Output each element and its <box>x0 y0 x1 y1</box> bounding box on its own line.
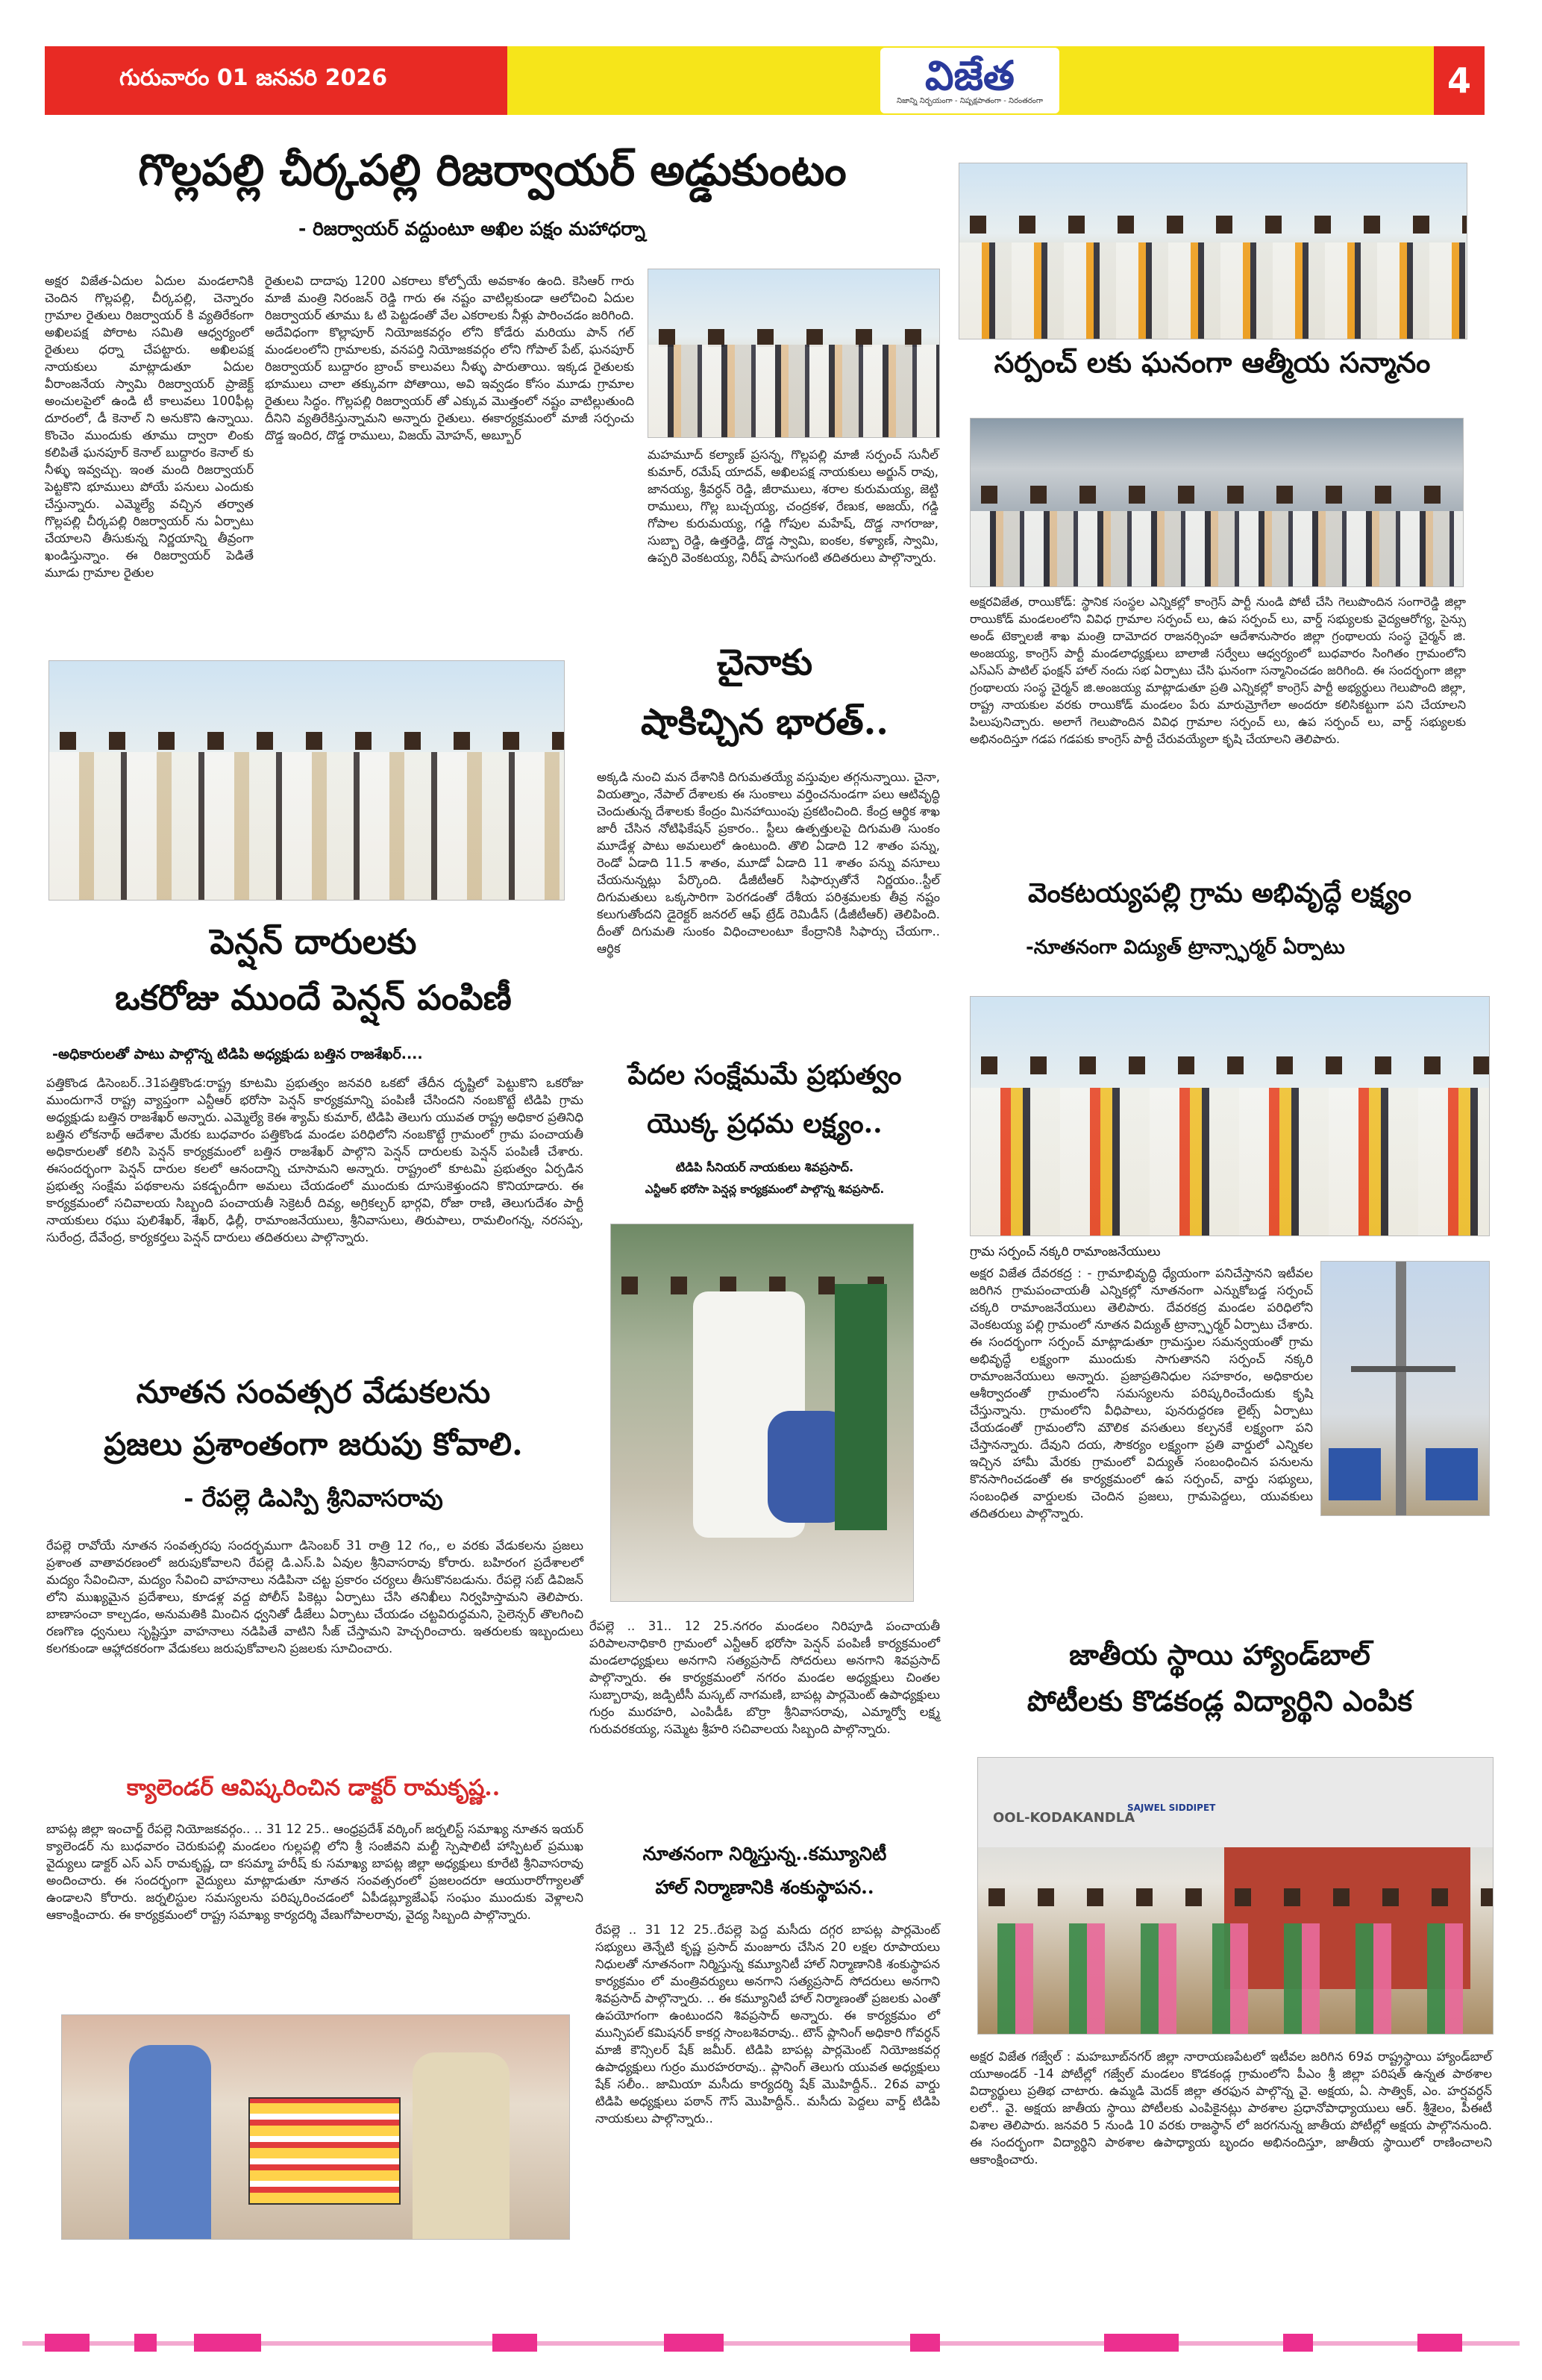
pension-headline-1: పెన్షన్ దారులకు <box>210 921 417 962</box>
calendar-body: బాపట్ల జిల్లా ఇంచార్జ్ రేపల్లె నియోజకవర్గం.. .. 31 12 25.. ఆంధ్రప్రదేశ్ వర్కింగ్ జర్నలిస్ట్ సమాఖ్య నూతన ఇయర్ క్యాలెండర్ ను బుధవారం చెరుకుపల్లి మండలం గుల్లపల్లి లోని శ్రీ సంజీవని మల్టీ స్పెషాలిటీ హాస్పిటల్ ప్రముఖ వైద్యులు డాక్టర్ ఎస్ ఎస్ రామకృష్ణ, దా కసమ్మా హరీష్ కు సమాఖ్య బాపట్ల జిల్లా అధ్యక్షులు కూరేటి శ్రీనివాసరావు అందించారు. ఈ సందర్భంగా వైద్యులు మాట్లాడుతూ నూతన సంవత్సరంలో ప్రజలందరూ ఆయురారోగ్యాలతో ఉండాలని కోరారు. జర్నలిస్టుల సమస్యలను పరిష్కరించడంలో ఏపీడబ్ల్యూజేఎఫ్ సంఘం ముందుకు వెళ్లాలని ఆకాంక్షించారు. ఈ కార్యక్రమంలో రాష్ట్ర సమాఖ్య కార్యదర్శి వేణుగోపాలరావు, వైద్య సిబ్బంది పాల్గొన్నారు. <box>46 1822 583 1922</box>
newyear-headline-2: ప్రజలు ప్రశాంతంగా జరుపు కోవాలి. <box>104 1426 523 1462</box>
story1-col3: మహమూద్ కల్యాణ్ ప్రసన్న, గొల్లపల్లి మాజీ సర్పంచ్ సునీల్ కుమార్, రమేష్ యాదవ్, అఖిలపక్ష నాయకులు అర్జున్ రావు, జానయ్య, శ్రీవర్ధన్ రెడ్డి, జీరాములు, శరాల కురుమయ్య, జెట్టి రాములు, గొల్ల బుచ్చయ్య, చంద్రకళ, రేణుక, అజయ్, గడ్డి గోపాల కురుమయ్య, గడ్డి గోపుల మహేష్, దొడ్డ నాగరాజు, సుబ్బా రెడ్డి, ఉత్తరెడ్డి, దొడ్డ స్వామి, ఐంకల, కళ్యాణ్, స్వామి, ఉప్పరి వెంకటయ్య, నిరీష్ పాసుగంటి తదితరులు పాల్గొన్నారు. <box>648 448 938 565</box>
newyear-body: రేపల్లె రావోయే నూతన సంవత్సరపు సందర్భముగా డిసెంబర్ 31 రాత్రి 12 గం,, ల వరకు వేడుకలను ప్రజలు ప్రశాంత వాతావరణంలో జరుపుకోవాలని రేపల్లె డి.ఎస్.పి ఏవుల శ్రీనివాసరావు కోరారు. బహిరంగ ప్రదేశాలలో మద్యం సేవించినా, మద్యం సేవించి వాహనాలు నడిపినా చట్ట ప్రకారం చర్యలు తీసుకొనబడును. రేపల్లె సబ్ డివిజన్ లోని ముఖ్యమైన ప్రదేశాలు, కూడళ్ల వద్ద పోలీస్ పికెట్లు ఏర్పాటు చేసి తనిఖీలు నిర్వహిస్తామని తెలిపారు. బాణాసంచా కాల్చడం, అనుమతికి మించిన ధ్వనితో డీజేలు ఏర్పాటు చేయడం చట్టవిరుద్ధమని, సైలెన్సర్ తొలగించి రణగొణ ధ్వనులు సృష్టిస్తూ వాహనాలు నడిపితే వాటిని సీజ్ చేస్తామని హెచ్చరించారు. ఇతరులకు ఇబ్బందులు కలగకుండా ఆహ్లాదకరంగా వేడుకలు జరుపుకోవాలని ప్రజలకు సూచించారు. <box>46 1538 583 1656</box>
calendar-headline: క్యాలెండర్ ఆవిష్కరించిన డాక్టర్ రామకృష్ణ.. <box>126 1775 501 1801</box>
handball-body: అక్షర విజేత గజ్వేల్ : మహబూబ్‌నగర్ జిల్లా నారాయణపేటలో ఇటీవల జరిగిన 69వ రాష్ట్రస్థాయి హ్యాండ్‌బాల్ యూఅండర్ -14 పోటీల్లో గజ్వేల్ మండలం కొడకండ్ల గ్రామంలోని పీఎం శ్రీ జిల్లా పరిషత్ ఉన్నత పాఠశాల విద్యార్థులు ప్రతిభ చాటారు. ఉమ్మడి మెదక్ జిల్లా తరఫున పాల్గొన్న వై. అక్షయ, ఏ. సాత్విక్, ఎం. హర్షవర్ధన్ లలో.. వై. అక్షయ జాతీయ స్థాయి పోటీలకు ఎంపికైనట్లు పాఠశాల ప్రధానోపాధ్యాయులు ఆర్. శ్రీశైలం, పీఈటీ విశాల తెలిపారు. జనవరి 5 నుండి 10 వరకు రాజస్థాన్ లో జరగనున్న జాతీయ పోటీల్లో అక్షయ పాల్గొననుంది. ఈ సందర్భంగా విద్యార్థిని పాఠశాల ఉపాధ్యాయ బృందం అభినందిస్తూ, జాతీయ స్థాయిలో రాణించాలని ఆకాంక్షించారు. <box>970 2049 1492 2167</box>
newspaper-logo <box>880 48 1059 113</box>
calendar-launch-photo <box>61 2014 570 2240</box>
pension-elder-photo <box>610 1224 914 1602</box>
transformer-photo <box>1320 1261 1490 1516</box>
china-headline-1: చైనాకు <box>716 642 813 683</box>
venkataiah-headline: వెంకటయ్యపల్లి గ్రామ అభివృద్ధే లక్ష్యం <box>1027 877 1412 909</box>
sarpanch-welcome-photo <box>970 996 1490 1236</box>
community-body: రేపల్లె .. 31 12 25..రేపల్లె పెద్ద మసీదు దగ్గర బాపట్ల పార్లమెంట్ సభ్యులు తెన్నేటి కృష్ణ ప్రసాద్ మంజూరు చేసిన 20 లక్షల రూపాయలు నిధులతో నూతనంగా నిర్మిస్తున్న కమ్యూనిటీ హాల్ నిర్మాణానికి శంకుస్థాపన కార్యక్రమం లో మంత్రివర్యులు అనగాని సత్యప్రసాద్ సోదరులు అనగాని శివప్రసాద్ పాల్గొన్నారు. .. ఈ కమ్యూనిటీ హాల్ నిర్మాణంతో ప్రజలకు ఎంతో ఉపయోగంగా ఉంటుందని శివప్రసాద్ అన్నారు. ఈ కార్యక్రమం లో మున్సిపల్ కమిషనర్ కాకర్ల సాంబశివరావు.. టౌన్ ప్లానింగ్ అధికారి గోవర్ధన్ మాజీ కౌన్సిలర్ షేక్ జమీర్. టిడిపి బాపట్ల పార్లమెంట్ నియోజకవర్గ ఉపాధ్యక్షులు గుర్రం మురహరరావు.. ప్లానింగ్ తెలుగు యువత అధ్యక్షులు షేక్ సలీం.. జామియా మసీదు కార్యదర్శి షేక్ మొహిద్దీన్.. 26వ వార్డు టిడిపి అధ్యక్షులు పఠాన్ గౌస్ మొహిద్దీన్.. మసీదు పెద్దలు వార్డ్ టిడిపి నాయకులు పాల్గొన్నారు.. <box>595 1923 940 2126</box>
china-headline-2: షాకిచ్చిన భారత్.. <box>641 701 888 743</box>
welfare-headline-1: పేదల సంక్షేమమే ప్రభుత్వం <box>627 1059 902 1091</box>
pension-subhead: -అధికారులతో పాటు పాల్గొన్న టిడిపి అధ్యక్షుడు బత్తిన రాజశేఖర్.... <box>52 1046 423 1062</box>
china-body: అక్కడి నుంచి మన దేశానికి దిగుమతయ్యే వస్తువుల తగ్గనున్నాయి. చైనా, వియత్నాం, నేపాల్ దేశాలకు ఈ సుంకాలు వర్తించనుండగా పలు ఆటివృద్ధి చెందుతున్న దేశాలకు కేంద్రం మినహాయింపు ప్రకటించింది. కేంద్ర ఆర్థిక శాఖ జారీ చేసిన నోటిఫికేషన్ ప్రకారం.. స్టీలు ఉత్పత్తులపై దిగుమతి సుంకం మూడేళ్ల పాటు అమలులో ఉంటుంది. తొలి ఏడాది 12 శాతం పన్ను, రెండో ఏడాది 11.5 శాతం, మూడో ఏడాది 11 శాతం పన్ను వసూలు చేయనున్నట్లు పేర్కొంది. డీజీటీఆర్ సిఫార్సుతోనే నిర్ణయం..స్టీల్ దిగుమతులు ఒక్కసారిగా పెరగడంతో దేశీయ పరిశ్రమలకు తీవ్ర నష్టం కలుగుతోందని డైరెక్టర్ జనరల్ ఆఫ్ ట్రేడ్ రెమిడీస్ (డీజీటీఆర్) తెలిపింది. దీంతో దిగుమతి సుంకం విధించాలంటూ కేంద్రానికి సిఫార్సు చేయగా.. ఆర్థిక <box>597 770 940 956</box>
pension-distribution-photo <box>48 660 565 901</box>
school-sign: OOL-KODAKANDLA <box>993 1810 1135 1826</box>
community-headline-2: హాల్ నిర్మాణానికి శంకుస్థాపన.. <box>655 1876 874 1898</box>
welfare-subhead-2: ఎన్టీఆర్ భరోసా పెన్షన్ల కార్యక్రమంలో పాల్గొన్న శివప్రసాద్. <box>645 1183 885 1196</box>
handball-headline-1: జాతీయ స్థాయి హ్యాండ్‌బాల్ <box>1069 1638 1370 1671</box>
logo-title: విజేత <box>925 51 1015 99</box>
venkataiah-body: అక్షర విజేత దేవరకద్ర : - గ్రామాభివృద్ధి ధ్యేయంగా పనిచేస్తానని ఇటీవల జరిగిన గ్రామపంచాయతీ ఎన్నికల్లో నూతనంగా ఎన్నుకోబడ్డ సర్పంచ్ చక్కరి రామాంజనేయులు తెలిపారు. దేవరకద్ర మండల పరిధిలోని వెంకటయ్య పల్లి గ్రామంలో నూతన విద్యుత్ ట్రాన్స్ఫార్మర్ ఏర్పాటు చేశారు. ఈ సందర్భంగా సర్పంచ్ మాట్లాడుతూ గ్రామస్తుల సమన్వయంతో గ్రామ అభివృద్ధే లక్ష్యంగా ముందుకు సాగుతానని సర్పంచ్ నక్కరి రామాంజనేయులు అన్నారు. ప్రజాప్రతినిధుల సహకారం, అధికారుల ఆశీర్వాదంతో గ్రామంలోని సమస్యలను పరిష్కరించేందుకు కృషి చేస్తున్నాను. గ్రామంలోని వీధిపాలు, పునరుద్దరణ లైట్స్ ఏర్పాటు చేయడంతో గ్రామంలోని మౌలిక వసతులు కల్పనకే లక్ష్యంగా పని చేస్తానన్నారు. దేవుని దయ, సౌకర్యం లక్ష్యంగా ప్రతి వార్డులో ఎన్నికల ఇచ్చిన హామీ మేరకు గ్రామంలో విద్యుత్ సంబంధించిన పనులను కొనసాగించడంతో ఈ కార్యక్రమంలో ఉప సర్పంచ్, వార్డు సభ్యులు, సంబంధిత వార్డులకు చెందిన ప్రజలు, గ్రామపెద్దలు, యువకులు తదితరులు పాల్గొన్నారు. <box>970 1266 1313 1521</box>
sarpanch-felicitation-photo <box>959 163 1467 339</box>
venkataiah-caption: గ్రామ సర్పంచ్ నక్కరి రామాంజనేయులు <box>970 1244 1161 1259</box>
community-headline-1: నూతనంగా నిర్మిస్తున్న..కమ్యూనిటీ <box>642 1843 887 1864</box>
welfare-body: రేపల్లె .. 31.. 12 25.నగరం మండలం నిరిపూడి పంచాయతీ పరిపాలనాధికారి గ్రామంలో ఎన్టీఆర్ భరోసా పెన్షన్ పంపిణీ కార్యక్రమంలో మండలాధ్యక్షులు అనగాని సత్యప్రసాద్ సోదరులు అనగాని శివప్రసాద్ పాల్గొన్నారు. ఈ కార్యక్రమంలో నగరం మండల అధ్యక్షులు చింతల సుబ్బారావు, జడ్పిటీసీ మస్కట్ నాగమణి, బాపట్ల పార్లమెంట్ ఉపాధ్యక్షులు గుర్రం మురహరి, ఎంపిడీఓ బొర్రా శ్రీనివాసరావు, ఎమ్మార్వో లక్ష్మ గురువరకయ్య, సమ్మెట శ్రీహరి సచివాలయ సిబ్బంది పాల్గొన్నారు. <box>589 1619 940 1736</box>
story1-headline: గొల్లపల్లి చీర్కపల్లి రిజర్వాయర్ అడ్డుకుంటం <box>138 145 847 195</box>
issue-date: గురువారం 01 జనవరి 2026 <box>45 46 507 115</box>
footer-decorative-strip <box>0 2328 1542 2358</box>
story1-col2: రైతులవి దాదాపు 1200 ఎకరాలు కోల్పోయే అవకాశం ఉంది. కెసిఆర్ గారు మాజీ మంత్రి నిరంజన్ రెడ్డి గారు ఈ నష్టం వాటిల్లకుండా ఆలోచించి ఏదుల రిజర్వాయర్ తూము ఓ టి పెట్టడంతో వేల ఎకరాలకు నీళ్లు పారించడం జరిగింది. అదేవిధంగా కొల్లాపూర్ నియోజకవర్గం లోని కోడేరు మరియు పాన్ గల్ మండలంలోని గ్రామాలకు, వనపర్తి నియోజకవర్గం లోని గోపాల్ పేట్, ఘనపూర్ రిజర్వాయర్ బుద్దారం బ్రాంచ్ కాలువలు నీళ్ళు పారుతాయి. ఇక్కడ రైతులకు భూములు చాలా తక్కువగా పోతాయి, అవి ఇవ్వడం కోసం మూడు గ్రామాల రైతులు సిద్ధం. గొల్లపల్లి రిజర్వాయర్ తో ఎక్కువ మొత్తంలో నష్టం వాటిల్లుతుంది దీనిని వ్యతిరేకిస్తున్నామని అన్నారు రైతులు. ఈకార్యక్రమంలో మాజీ సర్పంచు దొడ్డ ఇందిర, దొడ్డ రాములు, విజయ్ మోహన్, అబ్బూర్ <box>265 274 634 442</box>
sarpanch-headline: సర్పంచ్ లకు ఘనంగా ఆత్మీయ సన్మానం <box>994 345 1431 379</box>
pension-body: పత్తికొండ డిసెంబర్..31పత్తికొండ:రాష్ట్ర కూటమి ప్రభుత్వం జనవరి ఒకటో తేదీన దృష్టిలో పెట్టుకొని ఒకరోజు ముందుగానే రాష్ట్ర వ్యాప్తంగా ఎన్టీఆర్ భరోసా పెన్షన్ కార్యక్రమాన్ని పంపిణీ చేసిందని నంబకొట్టే టిడిపి గ్రామ అధ్యక్షుడు బత్తిన రాజశేఖర్ అన్నారు. ఎమ్మెల్యే కెఈ శ్యామ్ కుమార్, టిడిపి తెలుగు యువత రాష్ట్ర అధికార ప్రతినిధి బత్తిన లోకనాథ్ ఆదేశాల మేరకు బుధవారం పత్తికొండ మండల పరిధిలోని నంబకొట్టే గ్రామంలో గ్రామ పంచాయతీ అధికారులతో కలిసి పెన్షన్ కార్యక్రమంలో బత్తిన రాజశేఖర్ పాల్గొని పెన్షన్ దారులకు పెన్షన్ పంపిణీ చేశారు. ఈసందర్భంగా పెన్షన్ దారుల కలలో ఆనందాన్ని చూసామని అన్నారు. రాష్ట్రంలో కూటమి ప్రభుత్వం ఏర్పడిన ప్రభుత్వ సంక్షేమ పథకాలను పకడ్బందీగా అమలు చేయడంలో ముందుకు దూసుకెళ్తుందని కొనియాడారు. ఈ కార్యక్రమంలో సచివాలయ సిబ్బంది పంచాయతీ సెక్రెటరీ దివ్య, అగ్రికల్చర్ భార్గవి, రోజా రాణి, తెలుగుదేశం పార్టీ నాయకులు రఘు పులిశేఖర్, శేఖర్, ఢిల్లీ, రామాంజనేయులు, శ్రీనివాసులు, తిరుపాలు, రామలింగన్న, నరసప్ప, సురేంద్ర, దేవేంద్ర, కార్యకర్తలు పెన్షన్ దారులు తదితరులు పాల్గొన్నారు. <box>46 1076 583 1244</box>
story1-subhead: - రిజర్వాయర్ వద్దుంటూ అఖిల పక్షం మహాధర్నా <box>298 218 645 239</box>
masthead <box>45 46 1507 115</box>
story1-col1: అక్షర విజేత-ఏదుల ఏదుల మండలానికి చెందిన గొల్లపల్లి, చీర్కపల్లి, చెన్నారం గ్రామాల రైతులు రిజర్వాయర్ కి వ్యతిరేకంగా అఖిలపక్ష పోరాట సమితి ఆధ్వర్యంలో రైతులు ధర్నా చేపట్టారు. అఖిలపక్ష నాయకులు మాట్లాడుతూ ఏదుల వీరాంజనేయ స్వామి రిజర్వాయర్ ప్రాజెక్ట్ అంచులపైలో ఉండి టీ కాలువలు 100ఫీట్ల దూరంలో, డీ కెనాల్ ని అనుకొని ఉన్నాయి. కొంచెం ముందుకు తూము ద్వారా లింకు కలిపితే ఘనపూర్ కెనాల్ బుద్దారం కెనాల్ కు నీళ్ళు ఇవ్వచ్చు. ఇంత మంది రిజర్వాయర్ పెట్టకొని భూములు పోయే పనులు ఎందుకు చేస్తున్నారు. ఎమ్మెల్యే వచ్చిన తర్వాత గొల్లపల్లి చీర్కపల్లి రిజర్వాయర్ ను ఏర్పాటు చేయాలని తీసుకున్న నిర్ణయాన్ని తీవ్రంగా ఖండిస్తున్నాం. ఈ రిజర్వాయర్ పెడితే మూడు గ్రామాల రైతుల <box>45 274 254 580</box>
welfare-subhead-1: టిడిపి సీనియర్ నాయకులు శివప్రసాద్. <box>675 1160 854 1174</box>
pension-headline-2: ఒకరోజు ముందే పెన్షన్ పంపిణీ <box>115 977 512 1018</box>
newyear-subhead: - రేపల్లె డిఎస్పి శ్రీనివాసరావు <box>184 1484 443 1512</box>
page-number: 4 <box>1434 46 1485 115</box>
hall-event-photo <box>970 418 1464 587</box>
logo-tagline: నిజాన్ని నిర్భయంగా - నిష్పక్షపాతంగా - నిరంతరంగా <box>896 97 1044 105</box>
venkataiah-subhead: -నూతనంగా విద్యుత్ ట్రాన్స్ఫార్మర్ ఏర్పాటు <box>1026 936 1345 959</box>
sarpanch-body: అక్షరవిజేత, రాయికోడ్: స్థానిక సంస్థల ఎన్నికల్లో కాంగ్రెస్ పార్టీ నుండి పోటీ చేసి గెలుపొందిన సంగారెడ్డి జిల్లా రాయికోడ్ మండలంలోని వివిధ గ్రామాల సర్పంచ్ లు, ఉప సర్పంచ్ లు, వార్డ్ సభ్యులకు వైద్యఆరోగ్య, సైన్సు అండ్ టెక్నాలజీ శాఖ మంత్రి దామోదర రాజనర్సింహ ఆదేశానుసారం జిల్లా గ్రంథాలయ సంస్థ చైర్మన్ జి. అంజయ్య, కాంగ్రెస్ పార్టీ మండలాధ్యక్షులు బాలాజీ సర్వేలు ఆధ్వర్యంలో బుధవారం సింగితం గ్రామంలోని ఎస్ఎస్ పాటిల్ ఫంక్షన్ హాల్ నందు సభ ఏర్పాటు చేసి ఘనంగా సన్మానించడం జరిగింది. ఈ సందర్భంగా జిల్లా గ్రంథాలయ సంస్థ చైర్మన్ జి.అంజయ్య మాట్లాడుతూ ప్రతి ఎన్నికల్లో కాంగ్రెస్ పార్టీ అభ్యర్థులు గెలుపొంది జిల్లా, రాష్ట్ర నాయకుల వరకు రాయికోడ్ మండలం పేరు మారుమ్రోగేలా అందరూ కలిసికట్టుగా పని చేయాలని పిలుపునిచ్చారు. అలాగే గెలుపొందిన వివిధ గ్రామాల సర్పంచ్ లు, ఉప సర్పంచ్ లు, వార్డ్ సభ్యులకు అభినందిస్తూ గడప గడపకు కాంగ్రెస్ పార్టీ చేరువయ్యేలా కృషి చేయాలని తెలిపారు. <box>970 595 1466 746</box>
newyear-headline-1: నూతన సంవత్సర వేడుకలను <box>136 1374 491 1410</box>
handball-headline-2: పోటీలకు కొడకండ్ల విద్యార్థిని ఎంపిక <box>1027 1684 1413 1717</box>
school-sign-district: SAJWEL SIDDIPET <box>1127 1803 1216 1813</box>
dharna-photo <box>648 269 940 438</box>
welfare-headline-2: యొక్క ప్రధమ లక్ష్యం.. <box>647 1108 883 1139</box>
handball-school-photo <box>977 1757 1494 2035</box>
